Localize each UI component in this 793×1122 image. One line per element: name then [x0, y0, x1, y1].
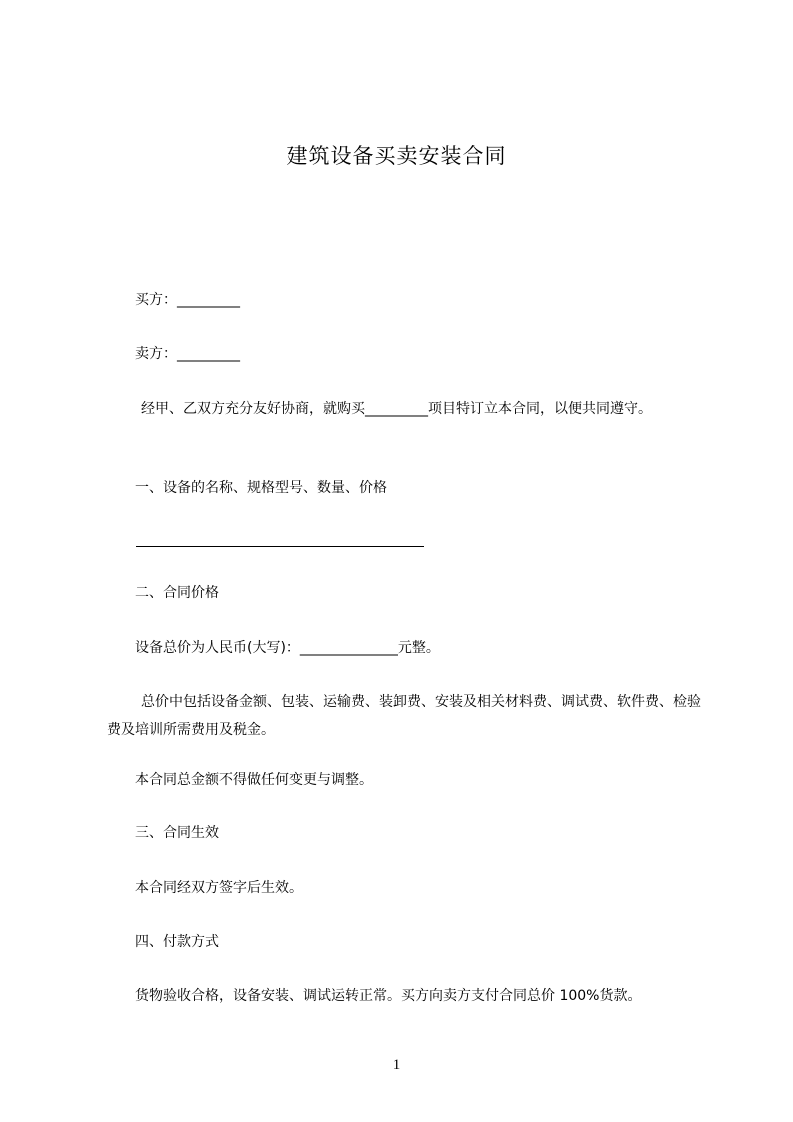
equipment-blank-line: [136, 546, 424, 547]
section-1-heading: 一、设备的名称、规格型号、数量、价格: [135, 480, 387, 496]
page-number: 1: [392, 1057, 401, 1073]
document-title: 建筑设备买卖安装合同: [286, 144, 507, 168]
price-line: 设备总价为人民币(大写)：______________元整。: [135, 640, 440, 656]
section-2-heading: 二、合同价格: [135, 585, 219, 601]
price-includes-paragraph: [107, 688, 701, 744]
seller-line: 卖方：_________: [135, 346, 240, 362]
intro-text: 经甲、乙双方充分友好协商，就购买_________项目特订立本合同，以便共同遵守。: [141, 401, 652, 417]
price-fixed-line: 本合同总金额不得做任何变更与调整。: [135, 772, 373, 788]
payment-line: 货物验收合格，设备安装、调试运转正常。买方向卖方支付合同总价 100%货款。: [135, 988, 642, 1004]
section-4-heading: 四、付款方式: [135, 934, 219, 950]
section-3-heading: 三、合同生效: [135, 825, 219, 841]
effective-line: 本合同经双方签字后生效。: [135, 880, 303, 896]
price-includes-text: 总价中包括设备金额、包装、运输费、装卸费、安装及相关材料费、调试费、软件费、检验费及培训所需费用及税金。: [107, 694, 701, 738]
intro-paragraph: [107, 395, 701, 423]
buyer-line: 买方：_________: [135, 292, 240, 308]
